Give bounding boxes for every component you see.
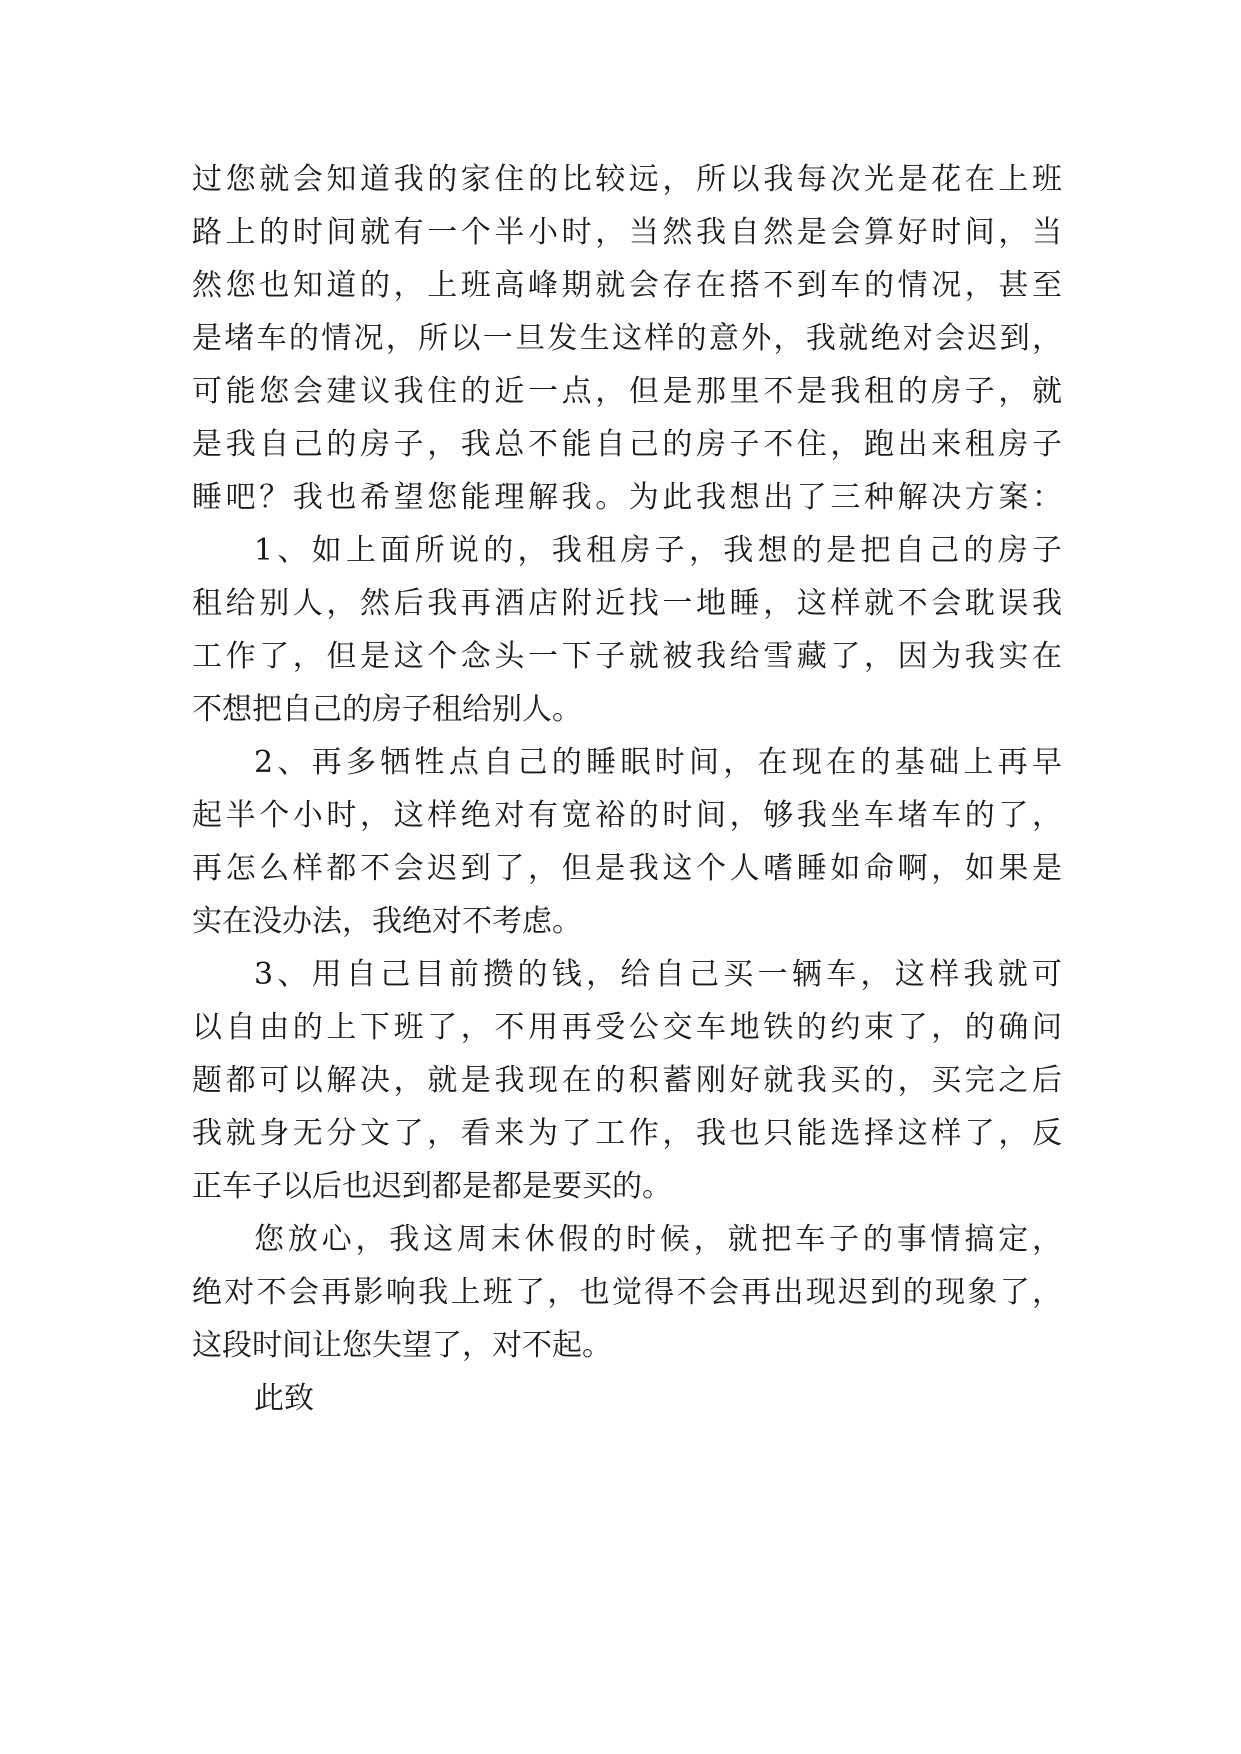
paragraph-line: 2、再多牺牲点自己的睡眠时间，在现在的基础上再早 <box>254 745 1062 780</box>
paragraph-line: 路上的时间就有一个半小时，当然我自然是会算好时间，当 <box>192 215 1062 250</box>
paragraph-line: 然您也知道的，上班高峰期就会存在搭不到车的情况，甚至 <box>192 268 1062 303</box>
paragraph-line: 我就身无分文了，看来为了工作，我也只能选择这样了，反 <box>192 1116 1062 1151</box>
paragraph-line: 1、如上面所说的，我租房子，我想的是把自己的房子 <box>254 533 1062 568</box>
paragraph-line: 工作了，但是这个念头一下子就被我给雪藏了，因为我实在 <box>192 639 1062 674</box>
paragraph-line: 过您就会知道我的家住的比较远，所以我每次光是花在上班 <box>192 162 1062 197</box>
paragraph-line: 绝对不会再影响我上班了，也觉得不会再出现迟到的现象了， <box>192 1275 1062 1310</box>
closing-salutation: 此致 <box>254 1381 314 1416</box>
paragraph-line: 正车子以后也迟到都是都是要买的。 <box>192 1169 672 1204</box>
paragraph-line: 是堵车的情况，所以一旦发生这样的意外，我就绝对会迟到， <box>192 321 1062 356</box>
paragraph-line: 这段时间让您失望了，对不起。 <box>192 1328 612 1363</box>
paragraph-line: 租给别人，然后我再酒店附近找一地睡，这样就不会耽误我 <box>192 586 1062 621</box>
paragraph-line: 是我自己的房子，我总不能自己的房子不住，跑出来租房子 <box>192 427 1062 462</box>
paragraph-line: 3、用自己目前攒的钱，给自己买一辆车，这样我就可 <box>254 957 1062 992</box>
paragraph-line: 您放心，我这周末休假的时候，就把车子的事情搞定， <box>254 1222 1062 1257</box>
paragraph-line: 以自由的上下班了，不用再受公交车地铁的约束了，的确问 <box>192 1010 1062 1045</box>
paragraph-line: 可能您会建议我住的近一点，但是那里不是我租的房子，就 <box>192 374 1062 409</box>
paragraph-line: 起半个小时，这样绝对有宽裕的时间，够我坐车堵车的了， <box>192 798 1062 833</box>
paragraph-line: 再怎么样都不会迟到了，但是我这个人嗜睡如命啊，如果是 <box>192 851 1062 886</box>
paragraph-line: 睡吧？我也希望您能理解我。为此我想出了三种解决方案： <box>192 480 1062 515</box>
paragraph-line: 不想把自己的房子租给别人。 <box>192 692 582 727</box>
paragraph-line: 实在没办法，我绝对不考虑。 <box>192 904 582 939</box>
paragraph-line: 题都可以解决，就是我现在的积蓄刚好就我买的，买完之后 <box>192 1063 1062 1098</box>
